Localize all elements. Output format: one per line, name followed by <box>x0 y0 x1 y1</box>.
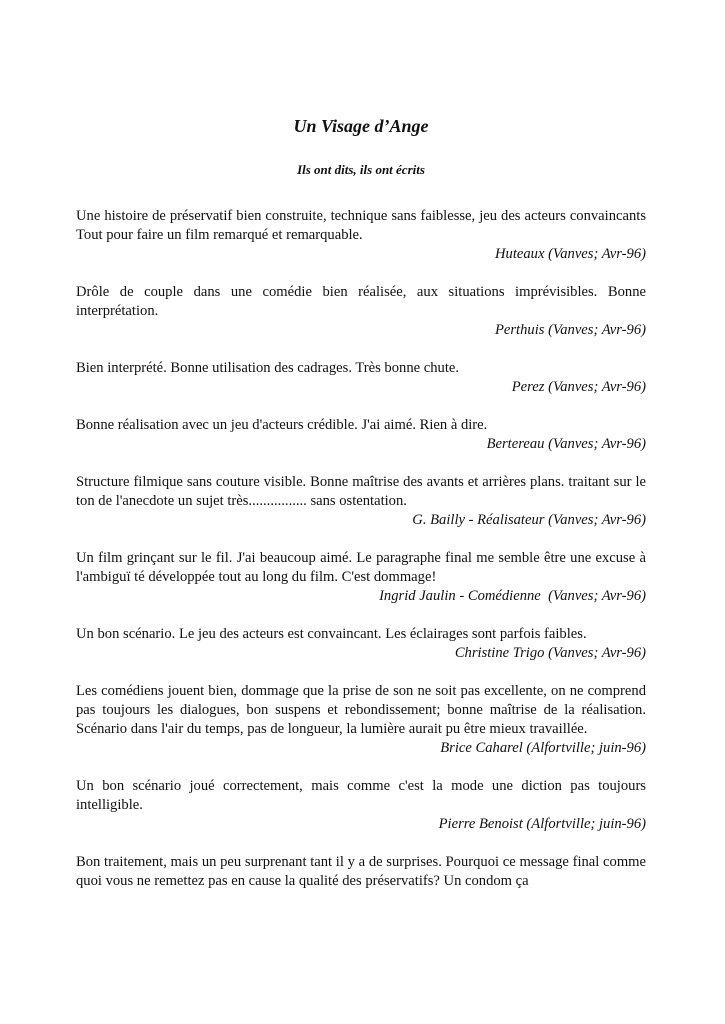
document-subtitle: Ils ont dits, ils ont écrits <box>297 162 425 177</box>
review-text: Bon traitement, mais un peu surprenant tant il y a de surprises. Pourquoi ce message final comme quoi vous ne remettez pas en cause la qualité des préservatifs? Un condom ça <box>76 854 646 889</box>
review-author: Bertereau (Vanves; Avr-96) <box>486 436 646 452</box>
review-item <box>76 777 646 834</box>
review-text: Une histoire de préservatif bien construite, technique sans faiblesse, jeu des acteurs convaincants Tout pour faire un film remarqué et remarquable. <box>76 208 646 243</box>
review-item <box>76 682 646 758</box>
review-author: Perthuis (Vanves; Avr-96) <box>494 322 646 338</box>
review-item <box>76 416 646 454</box>
review-text: Un bon scénario. Le jeu des acteurs est convaincant. Les éclairages sont parfois faibles. <box>76 626 587 642</box>
review-item <box>76 473 646 530</box>
review-text: Les comédiens jouent bien, dommage que la prise de son ne soit pas excellente, on ne comprend pas toujours les dialogues, bon suspens et rebondissement; bonne maîtrise de la réalisation. Scénario dans l'air du temps, pas de longueur, la lumière aurait pu être mieux travaillée. <box>76 683 646 737</box>
review-author: Pierre Benoist (Alfortville; juin-96) <box>438 816 646 832</box>
review-author: Ingrid Jaulin - Comédienne (Vanves; Avr-96) <box>379 588 646 604</box>
review-author: Perez (Vanves; Avr-96) <box>511 379 646 395</box>
review-item <box>76 359 646 397</box>
review-text: Bonne réalisation avec un jeu d'acteurs crédible. J'ai aimé. Rien à dire. <box>76 417 488 433</box>
review-text: Drôle de couple dans une comédie bien réalisée, aux situations imprévisibles. Bonne interprétation. <box>76 284 646 319</box>
review-item <box>76 283 646 340</box>
review-author: Huteaux (Vanves; Avr-96) <box>494 246 646 262</box>
review-author: Brice Caharel (Alfortville; juin-96) <box>440 740 646 756</box>
review-item <box>76 207 646 264</box>
document-title: Un Visage d’Ange <box>293 116 429 136</box>
review-item <box>76 549 646 606</box>
review-item <box>76 853 646 891</box>
review-text: Un film grinçant sur le fil. J'ai beaucoup aimé. Le paragraphe final me semble être une excuse à l'ambiguï té développée tout au long du film. C'est dommage! <box>76 550 646 585</box>
review-author: G. Bailly - Réalisateur (Vanves; Avr-96) <box>412 512 646 528</box>
reviews-list <box>76 207 646 910</box>
review-text: Structure filmique sans couture visible. Bonne maîtrise des avants et arrières plans. traitant sur le ton de l'anecdote un sujet très................ sans ostentation. <box>76 474 646 509</box>
review-text: Bien interprété. Bonne utilisation des cadrages. Très bonne chute. <box>76 360 460 376</box>
review-author: Christine Trigo (Vanves; Avr-96) <box>454 645 646 661</box>
review-item <box>76 625 646 663</box>
review-text: Un bon scénario joué correctement, mais comme c'est la mode une diction pas toujours intelligible. <box>76 778 646 813</box>
